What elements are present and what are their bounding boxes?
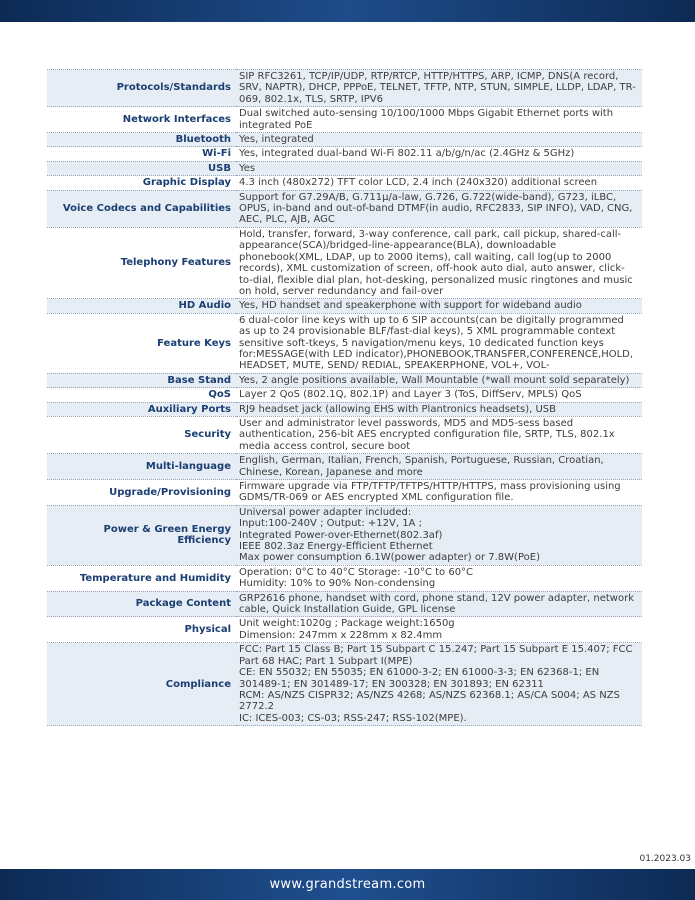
spec-value: 4.3 inch (480x272) TFT color LCD, 2.4 inch (240x320) additional screen [236,176,642,190]
spec-label: HD Audio [47,299,236,313]
date-code: 01.2023.03 [639,854,691,864]
spec-value: Operation: 0°C to 40°C Storage: -10°C to 60°C Humidity: 10% to 90% Non-condensing [236,565,642,591]
spec-value: Support for G7.29A/B, G.711μ/a-law, G.726, G.722(wide-band), G723, iLBC, OPUS, in-band and out-of-band DTMF(in audio, RFC2833, SIP INFO), VAD, CNG, AEC, PLC, AJB, AGC [236,190,642,227]
spec-row-telephony-features [47,227,642,298]
spec-value: GRP2616 phone, handset with cord, phone stand, 12V power adapter, network cable, Quick Installation Guide, GPL license [236,591,642,617]
spec-label: Package Content [47,591,236,617]
spec-value: FCC: Part 15 Class B; Part 15 Subpart C 15.247; Part 15 Subpart E 15.407; FCC Part 68 HAC; Part 1 Subpart I(MPE) CE: EN 55032; EN 55035; EN 61000-3-2; EN 61000-3-3; EN 62368-1; EN 301489-1; EN 301489-17; EN 300328; EN 301893; EN 62311 RCM: AS/NZS CISPR32; AS/NZS 4268; AS/NZS 62368.1; AS/CA S004; AS NZS 2772.2 IC: ICES-003; CS-03; RSS-247; RSS-102(MPE). [236,643,642,726]
spec-value: Universal power adapter included: Input:100-240V ; Output: +12V, 1A ; Integrated Power-over-Ethernet(802.3af) IEEE 802.3az Energy-Efficient Ethernet Max power consumption 6.1W(power adapter) or 7.8W(PoE) [236,505,642,565]
spec-value: Hold, transfer, forward, 3-way conference, call park, call pickup, shared-call-appearance(SCA)/bridged-line-appearance(BLA), downloadable phonebook(XML, LDAP, up to 2000 items), call waiting, call log(up to 2000 records), XML customization of screen, off-hook auto dial, auto answer, click-to-dial, flexible dial plan, hot-desking, personalized music ringtones and music on hold, server redundancy and fail-over [236,227,642,298]
spec-row-wifi [47,147,642,161]
spec-row-protocols [47,70,642,107]
spec-label: Network Interfaces [47,107,236,133]
spec-row-package-content [47,591,642,617]
spec-value: User and administrator level passwords, MD5 and MD5-sess based authentication, 256-bit AES encrypted configuration file, SRTP, TLS, 802.1x media access control, secure boot [236,416,642,453]
spec-value: Firmware upgrade via FTP/TFTP/TFTPS/HTTP/HTTPS, mass provisioning using GDMS/TR-069 or AES encrypted XML configuration file. [236,480,642,506]
spec-label: Compliance [47,643,236,726]
spec-row-auxiliary-ports [47,402,642,416]
spec-row-upgrade-provisioning [47,480,642,506]
spec-row-graphic-display [47,176,642,190]
spec-label: Feature Keys [47,313,236,373]
spec-value: Yes [236,161,642,175]
spec-label: Multi-language [47,454,236,480]
spec-table [47,69,642,726]
spec-value: SIP RFC3261, TCP/IP/UDP, RTP/RTCP, HTTP/HTTPS, ARP, ICMP, DNS(A record, SRV, NAPTR), DHCP, PPPoE, TELNET, TFTP, NTP, STUN, SIMPLE, LLDP, LDAP, TR-069, 802.1x, TLS, SRTP, IPV6 [236,70,642,107]
spec-row-network-interfaces [47,107,642,133]
footer-bar [0,869,695,900]
spec-value: Layer 2 QoS (802.1Q, 802.1P) and Layer 3 (ToS, DiffServ, MPLS) QoS [236,388,642,402]
spec-value: Dual switched auto-sensing 10/100/1000 Mbps Gigabit Ethernet ports with integrated PoE [236,107,642,133]
spec-label: Graphic Display [47,176,236,190]
spec-row-usb [47,161,642,175]
spec-row-compliance [47,643,642,726]
spec-value: RJ9 headset jack (allowing EHS with Plantronics headsets), USB [236,402,642,416]
spec-label: Upgrade/Provisioning [47,480,236,506]
spec-label: Physical [47,617,236,643]
spec-row-qos [47,388,642,402]
spec-value: Unit weight:1020g ; Package weight:1650g Dimension: 247mm x 228mm x 82.4mm [236,617,642,643]
spec-label: Base Stand [47,373,236,387]
spec-value: 6 dual-color line keys with up to 6 SIP accounts(can be digitally programmed as up to 24 provisionable BLF/fast-dial keys), 5 XML programmable context sensitive soft-tkeys, 5 navigation/menu keys, 10 dedicated function keys for:MESSAGE(with LED indicator),PHONEBOOK,TRANSFER,CONFERENCE,HOLD, HEADSET, MUTE, SEND/ REDIAL, SPEAKERPHONE, VOL+, VOL- [236,313,642,373]
spec-label: Voice Codecs and Capabilities [47,190,236,227]
spec-label: Power & Green Energy Efficiency [47,505,236,565]
spec-row-hd-audio [47,299,642,313]
spec-label: Auxiliary Ports [47,402,236,416]
spec-value: Yes, 2 angle positions available, Wall Mountable (*wall mount sold separately) [236,373,642,387]
spec-row-bluetooth [47,133,642,147]
spec-row-base-stand [47,373,642,387]
top-banner [0,0,695,22]
spec-row-feature-keys [47,313,642,373]
spec-row-security [47,416,642,453]
spec-label: Protocols/Standards [47,70,236,107]
spec-label: Telephony Features [47,227,236,298]
spec-label: Wi-Fi [47,147,236,161]
spec-label: USB [47,161,236,175]
spec-value: Yes, integrated [236,133,642,147]
spec-label: QoS [47,388,236,402]
spec-value: English, German, Italian, French, Spanish, Portuguese, Russian, Croatian, Chinese, Korean, Japanese and more [236,454,642,480]
spec-value: Yes, integrated dual-band Wi-Fi 802.11 a/b/g/n/ac (2.4GHz & 5GHz) [236,147,642,161]
spec-row-physical [47,617,642,643]
spec-row-power [47,505,642,565]
spec-value: Yes, HD handset and speakerphone with support for wideband audio [236,299,642,313]
spec-label: Bluetooth [47,133,236,147]
spec-row-voice-codecs [47,190,642,227]
spec-row-temperature-humidity [47,565,642,591]
spec-row-multi-language [47,454,642,480]
website-link[interactable]: www.grandstream.com [269,877,426,892]
spec-label: Security [47,416,236,453]
spec-label: Temperature and Humidity [47,565,236,591]
